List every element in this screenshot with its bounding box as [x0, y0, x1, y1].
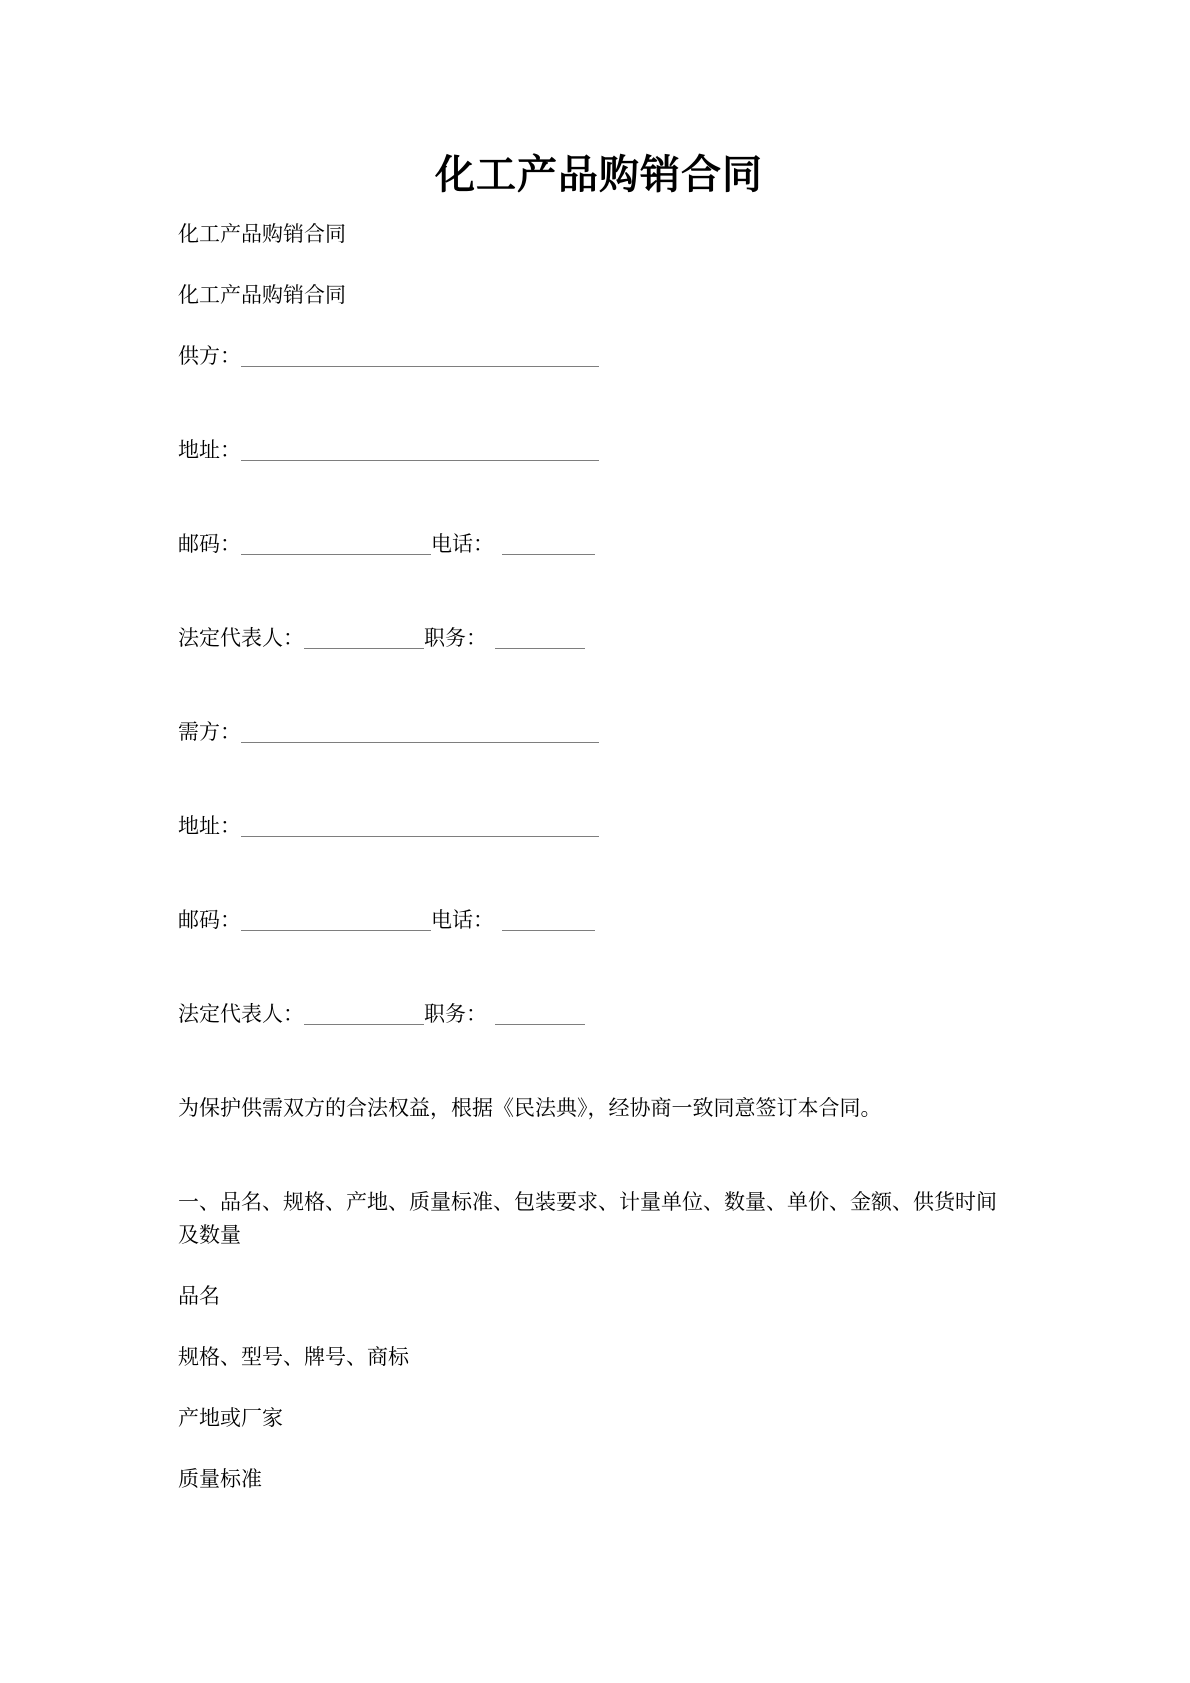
blank-line-supplier-phone [502, 533, 595, 555]
blank-line-buyer-rep [304, 1003, 424, 1025]
blank-line-buyer-zip [241, 909, 431, 931]
field-label-buyer: 需方： [178, 720, 241, 744]
section-one-heading: 一、品名、规格、产地、质量标准、包装要求、计量单位、数量、单价、金额、供货时间及数量 [178, 1190, 997, 1247]
blank-line-buyer-phone [502, 909, 595, 931]
field-label-address: 地址： [178, 438, 241, 462]
blank-line-supplier-rep [304, 627, 424, 649]
field-row-buyer-rep [178, 998, 1020, 1031]
field-row-buyer-zip-phone [178, 904, 1020, 937]
field-row-buyer [178, 716, 1020, 749]
field-row-supplier-rep [178, 622, 1020, 655]
field-row-supplier [178, 340, 1020, 373]
section-one-item: 质量标准 [178, 1467, 262, 1491]
intro-line: 化工产品购销合同 [178, 222, 346, 246]
section-one-item: 品名 [178, 1284, 220, 1308]
field-label-legal-rep: 法定代表人： [178, 626, 304, 650]
blank-line-buyer-name [241, 721, 599, 743]
blank-line-buyer-duty [495, 1003, 585, 1025]
blank-line-supplier-zip [241, 533, 431, 555]
field-row-buyer-address [178, 810, 1020, 843]
field-row-supplier-address [178, 434, 1020, 467]
field-label-legal-rep: 法定代表人： [178, 1002, 304, 1026]
field-row-supplier-zip-phone [178, 528, 1020, 561]
field-label-supplier: 供方： [178, 344, 241, 368]
field-label-zip: 邮码： [178, 532, 241, 556]
section-one-item: 规格、型号、牌号、商标 [178, 1345, 409, 1369]
blank-line-supplier-address [241, 439, 599, 461]
field-label-zip: 邮码： [178, 908, 241, 932]
blank-line-supplier-name [241, 345, 599, 367]
blank-line-supplier-duty [495, 627, 585, 649]
blank-line-buyer-address [241, 815, 599, 837]
page-title: 化工产品购销合同 [435, 152, 763, 197]
clause-intro: 为保护供需双方的合法权益，根据《民法典》，经协商一致同意签订本合同。 [178, 1096, 882, 1120]
intro-line: 化工产品购销合同 [178, 283, 346, 307]
section-one-item: 产地或厂家 [178, 1406, 283, 1430]
field-label-duty: 职务： [424, 626, 487, 650]
field-label-phone: 电话： [431, 908, 494, 932]
field-label-duty: 职务： [424, 1002, 487, 1026]
field-label-phone: 电话： [431, 532, 494, 556]
field-label-address: 地址： [178, 814, 241, 838]
